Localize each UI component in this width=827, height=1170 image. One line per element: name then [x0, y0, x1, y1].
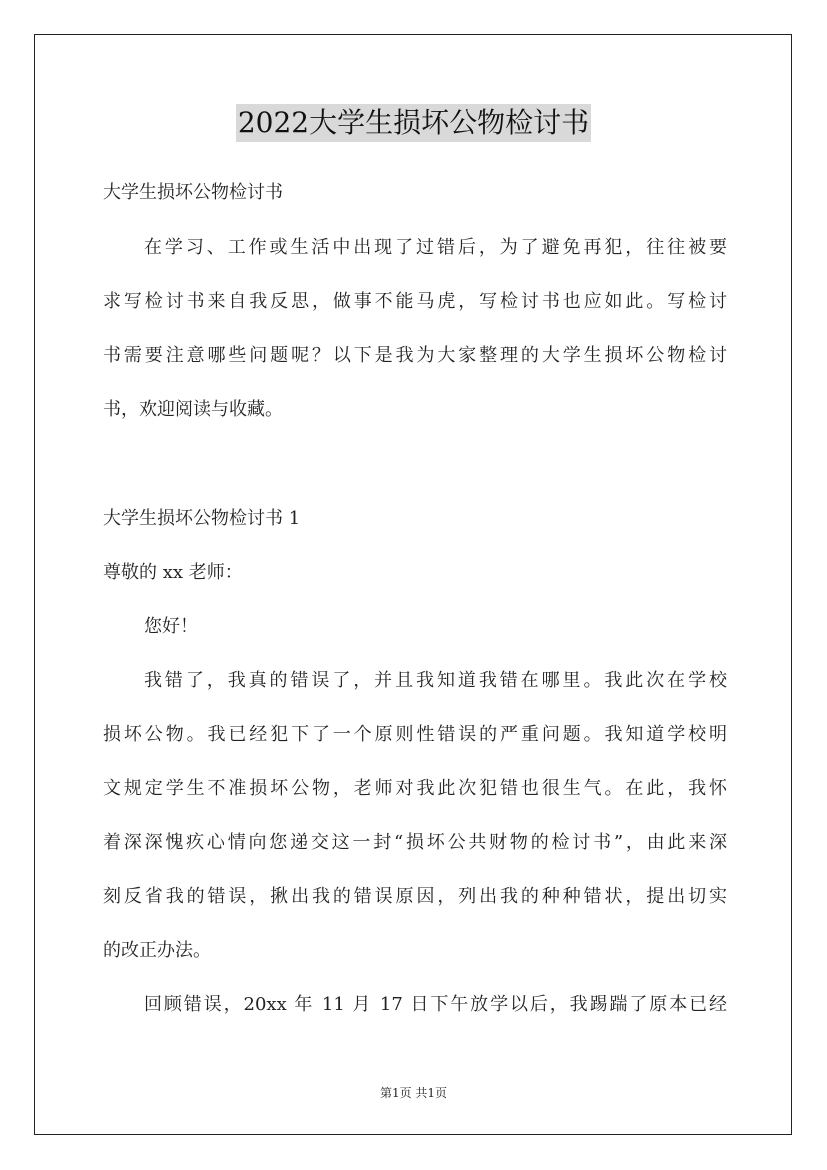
body-line: 着深深愧疚心情向您递交这一封“损坏公共财物的检讨书”，由此来深	[103, 832, 727, 853]
page-number: 第1页 共1页	[379, 1086, 448, 1100]
intro-line: 书，欢迎阅读与收藏。	[103, 399, 283, 420]
body-line: 的改正办法。	[103, 940, 211, 961]
salutation: 尊敬的 xx 老师：	[103, 562, 243, 583]
section-heading: 大学生损坏公物检讨书 1	[103, 508, 301, 529]
intro-line: 书需要注意哪些问题呢？以下是我为大家整理的大学生损坏公物检讨	[103, 345, 727, 366]
body-line: 回顾错误，20xx 年 11 月 17 日下午放学以后，我踢踹了原本已经	[144, 994, 727, 1015]
body-line: 我错了，我真的错误了，并且我知道我错在哪里。我此次在学校	[144, 670, 727, 691]
body-line: 文规定学生不准损坏公物，老师对我此次犯错也很生气。在此，我怀	[103, 778, 727, 799]
intro-line: 求写检讨书来自我反思，做事不能马虎，写检讨书也应如此。写检讨	[103, 291, 727, 312]
intro-line: 在学习、工作或生活中出现了过错后，为了避免再犯，往往被要	[144, 237, 727, 258]
title-container	[0, 104, 827, 142]
body-line: 损坏公物。我已经犯下了一个原则性错误的严重问题。我知道学校明	[103, 724, 727, 745]
subtitle: 大学生损坏公物检讨书	[103, 182, 283, 203]
body-line: 刻反省我的错误，揪出我的错误原因，列出我的种种错状，提出切实	[103, 886, 727, 907]
document-title: 2022大学生损坏公物检讨书	[236, 104, 591, 142]
greeting: 您好！	[144, 616, 198, 637]
